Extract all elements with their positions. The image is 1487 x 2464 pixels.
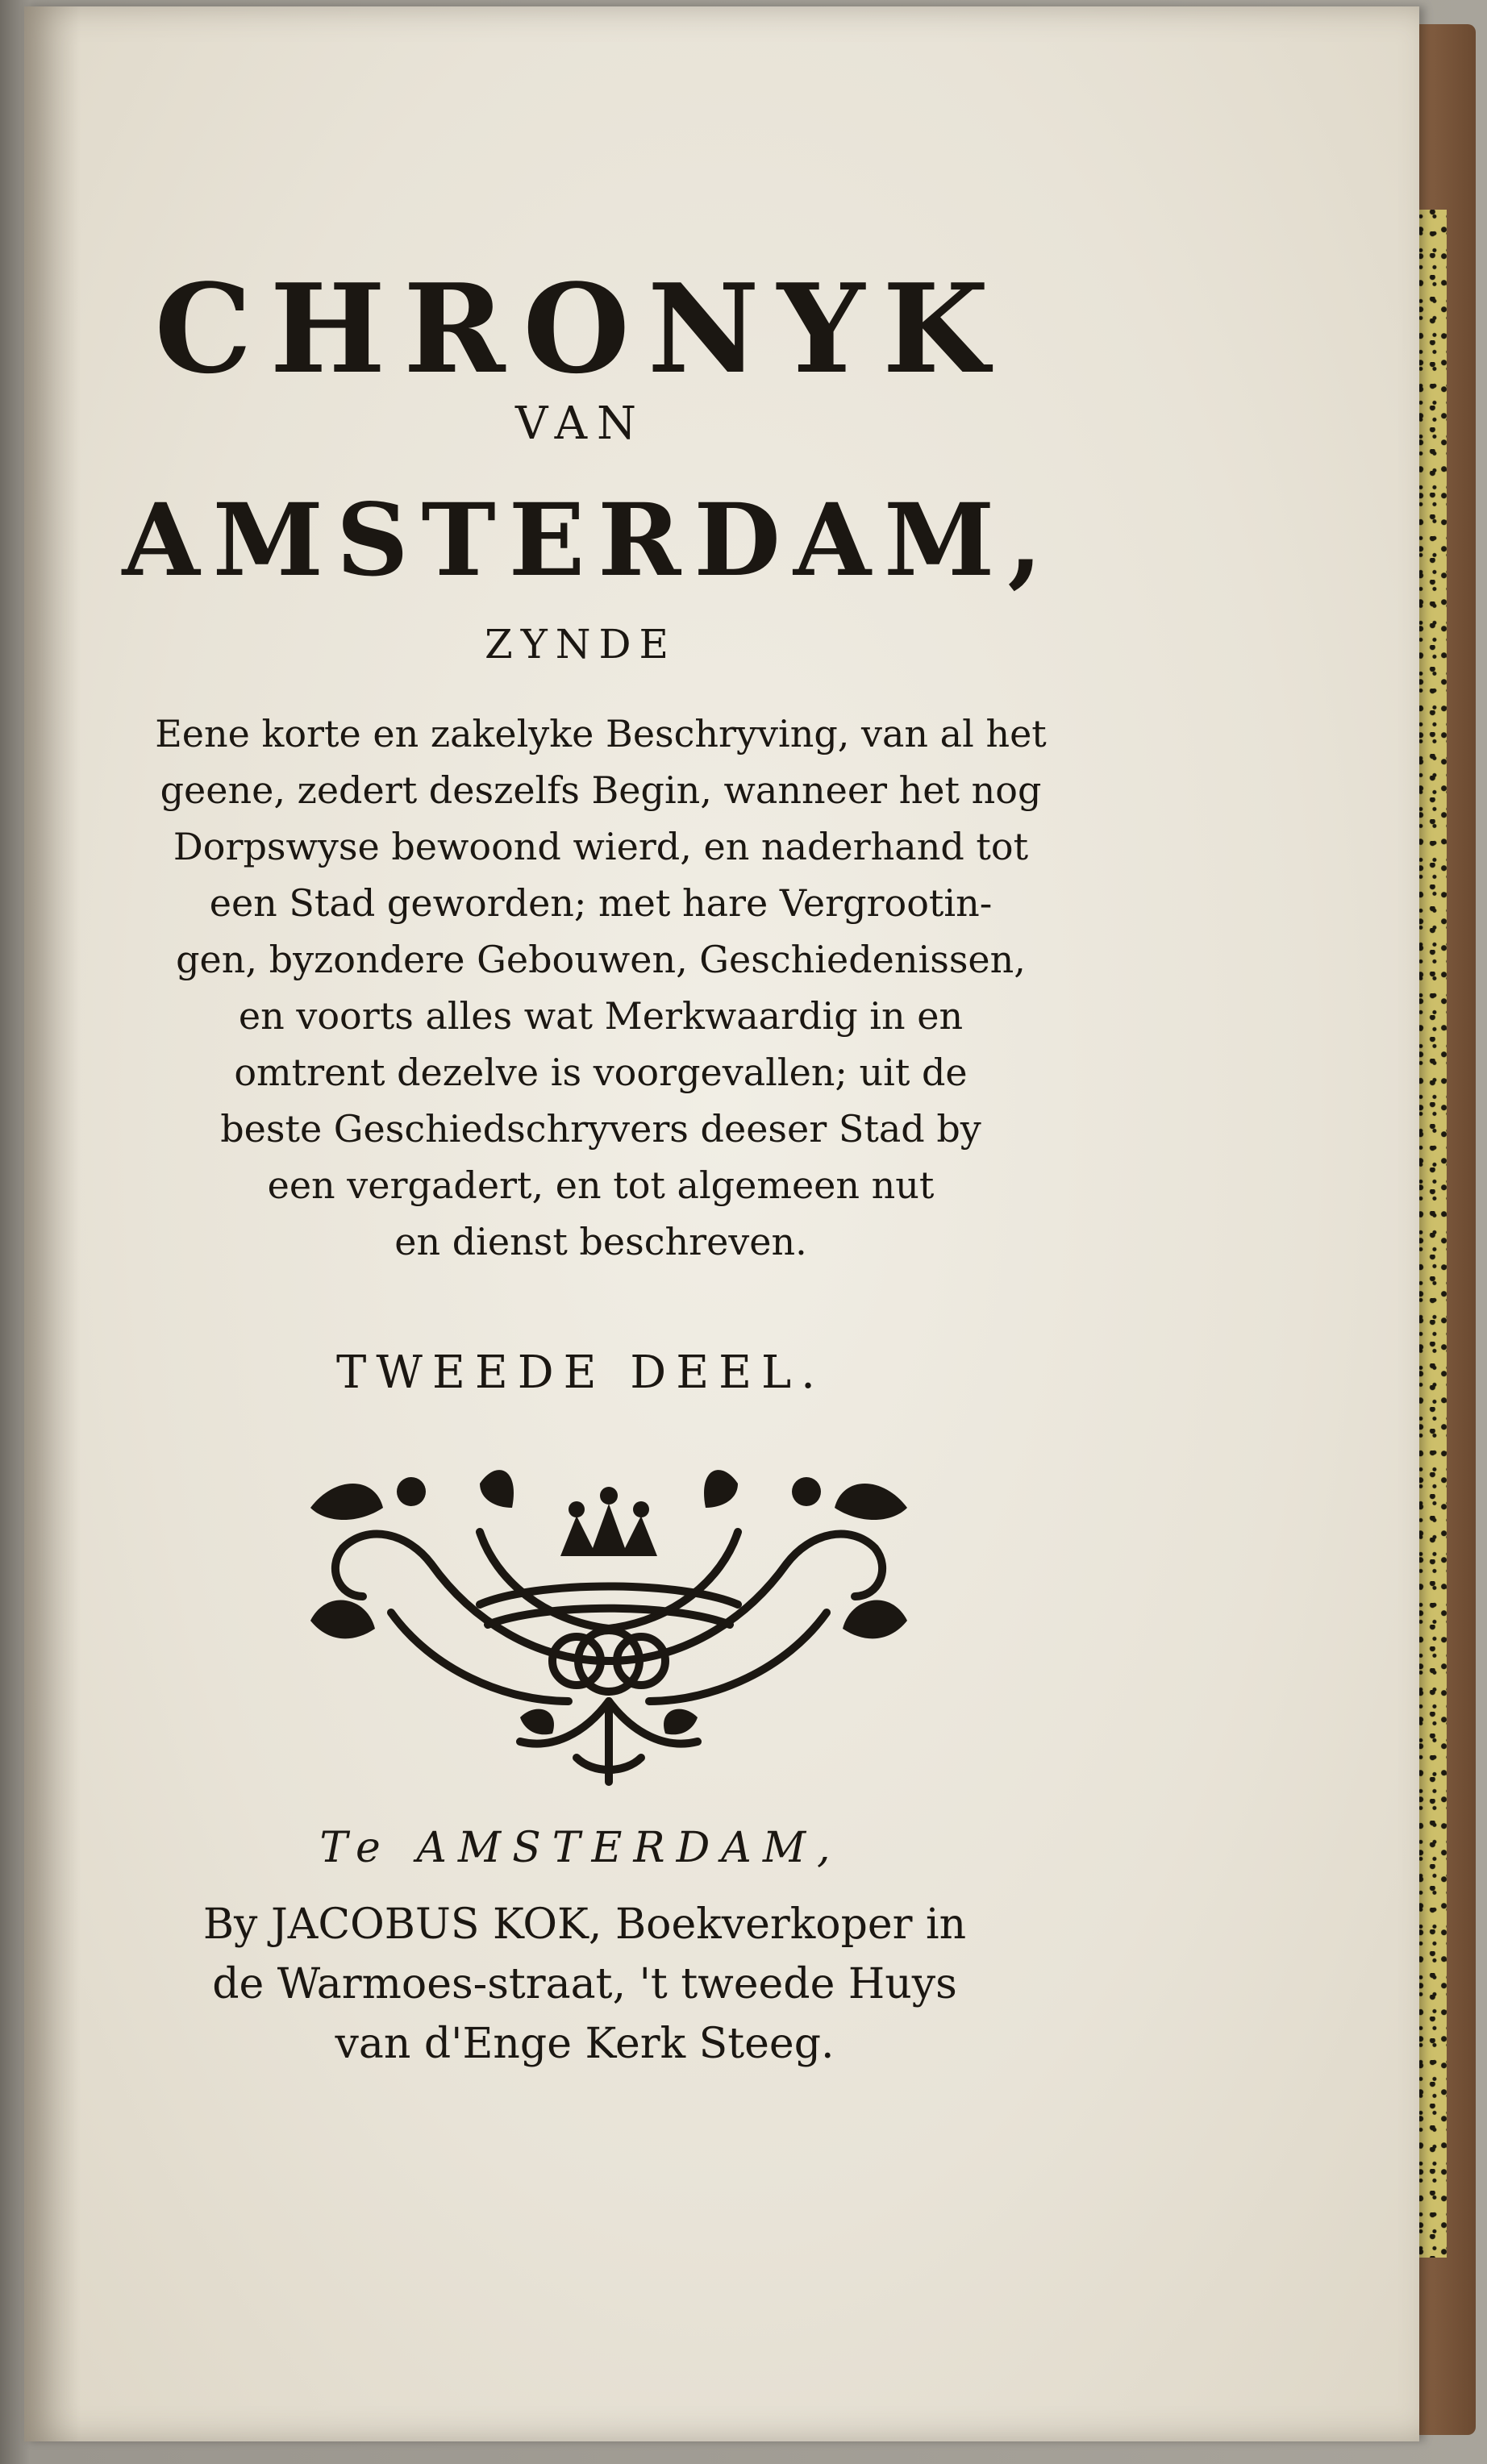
imprint-line: By JACOBUS KOK, Boekverkoper in xyxy=(202,1900,967,1949)
printers-ornament-icon xyxy=(294,1459,923,1798)
description-line: een vergadert, en tot algemeen nut xyxy=(267,1163,935,1207)
title-zynde: ZYNDE xyxy=(484,621,677,668)
description-line: omtrent dezelve is voorgevallen; uit de xyxy=(234,1051,968,1094)
description-line: geene, zedert deszelfs Begin, wanneer het nog xyxy=(160,768,1042,812)
title-city: AMSTERDAM, xyxy=(122,482,1056,599)
imprint-line: van d'Enge Kerk Steeg. xyxy=(335,2020,835,2068)
description-line: beste Geschiedschryvers deeser Stad by xyxy=(220,1107,981,1151)
description-line: en voorts alles wat Merkwaardig in en xyxy=(238,994,964,1038)
description-line: en dienst beschreven. xyxy=(394,1220,807,1263)
description-line: Dorpswyse bewoond wierd, en naderhand tot xyxy=(173,825,1029,868)
book-title: CHRONYK xyxy=(154,256,1007,401)
description-line: gen, byzondere Gebouwen, Geschiedenissen, xyxy=(176,938,1026,981)
imprint-line: de Warmoes-straat, 't tweede Huys xyxy=(212,1960,957,2008)
imprint-city: Te AMSTERDAM, xyxy=(319,1824,842,1872)
volume-label: TWEEDE DEEL. xyxy=(336,1346,825,1399)
description-line: Eene korte en zakelyke Beschryving, van al het xyxy=(155,712,1047,755)
imprint-block xyxy=(121,1895,1048,2074)
page-gutter-shadow xyxy=(24,6,81,2441)
title-van: VAN xyxy=(514,397,647,450)
description-block xyxy=(137,705,1064,1270)
description-line: een Stad geworden; met hare Vergrootin- xyxy=(209,881,993,925)
